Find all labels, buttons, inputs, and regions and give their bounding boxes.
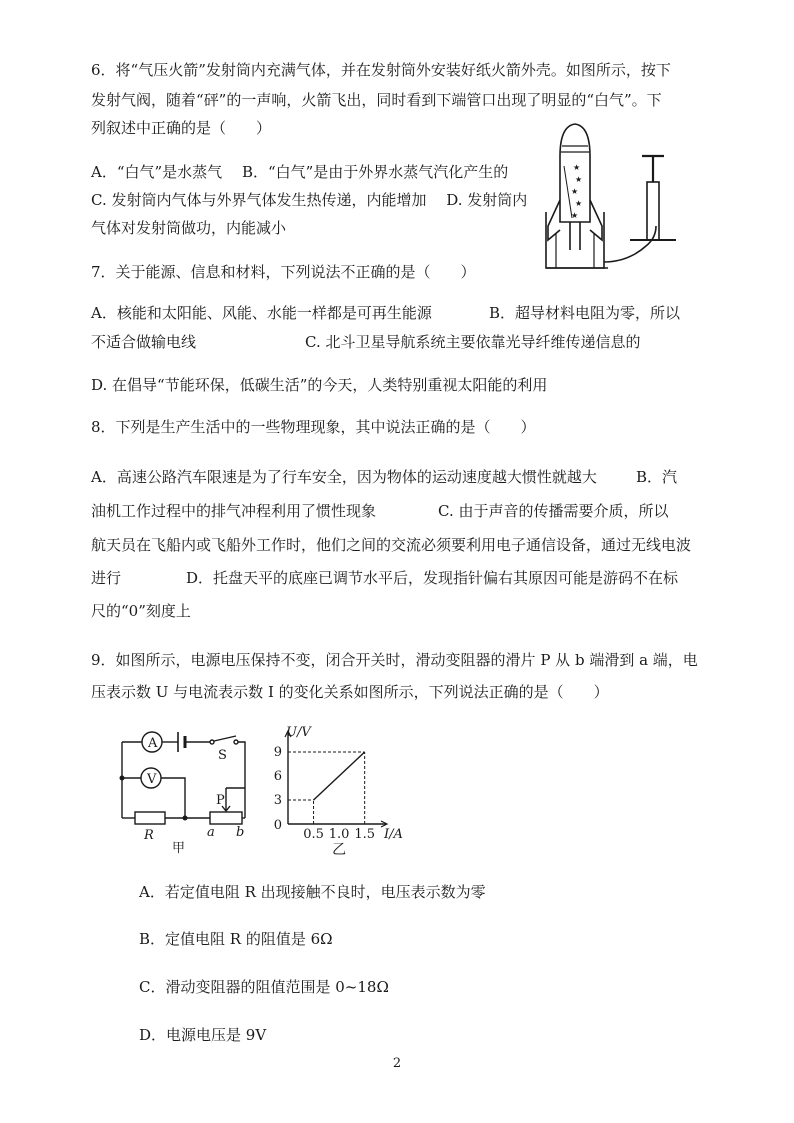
page-number: 2: [392, 1056, 402, 1071]
q8-option-c-cont: 航天员在飞船内或飞船外工作时，他们之间的交流必须要利用电子通信设备，通过无线电波: [91, 536, 692, 554]
q8-option-a: A．高速公路汽车限速是为了行车安全，因为物体的运动速度越大惯性就越大: [91, 468, 597, 486]
y-axis-label: U/V: [286, 725, 311, 740]
chart-caption: 乙: [332, 842, 347, 858]
x-tick-label: 1.0: [328, 827, 350, 842]
resistor-label: R: [144, 828, 154, 843]
q9-stem-1: 9．如图所示，电源电压保持不变，闭合开关时，滑动变阻器的滑片 P 从 b 端滑到 a 端，电: [91, 651, 698, 669]
q8-option-c: C. 由于声音的传播需要介质，所以: [438, 502, 669, 520]
end-b-label: b: [236, 825, 245, 840]
origin-label: 0: [273, 818, 282, 833]
q9-option-c: C．滑动变阻器的阻值范围是 0~18Ω: [139, 978, 389, 996]
q6-option-cd: C. 发射筒内气体与外界气体发生热传递，内能增加 D. 发射筒内: [91, 191, 528, 209]
q7-option-d: D. 在倡导“节能环保，低碳生活”的今天，人类特别重视太阳能的利用: [91, 376, 548, 394]
y-tick-label: 3: [273, 793, 282, 808]
q7-stem: 7．关于能源、信息和材料，下列说法不正确的是（ ）: [91, 263, 476, 281]
svg-text:★: ★: [571, 187, 579, 196]
rocket-launcher-figure: [538, 122, 688, 270]
series-line-0: [314, 752, 365, 800]
switch-label: S: [218, 748, 227, 763]
q7-option-b: B．超导材料电阻为零，所以: [489, 304, 681, 322]
x-axis-label: I/A: [384, 827, 403, 842]
q8-stem: 8．下列是生产生活中的一些物理现象，其中说法正确的是（ ）: [91, 418, 536, 436]
u-i-chart: [266, 724, 403, 858]
slider-label: P: [216, 793, 225, 808]
svg-text:★: ★: [571, 211, 579, 220]
svg-text:★: ★: [573, 163, 581, 172]
voltmeter-label: V: [147, 772, 157, 787]
q9-option-d: D．电源电压是 9V: [139, 1026, 267, 1044]
q6-option-d-cont: 气体对发射筒做功，内能减小: [91, 219, 287, 237]
q6-line-3: 列叙述中正确的是（ ）: [91, 119, 272, 137]
q9-option-a: A．若定值电阻 R 出现接触不良时，电压表示数为零: [139, 883, 486, 901]
y-tick-label: 9: [273, 745, 282, 760]
circuit-caption: 甲: [172, 841, 186, 856]
ammeter-label: A: [148, 736, 158, 751]
q6-line-1: 6．将“气压火箭”发射筒内充满气体，并在发射筒外安装好纸火箭外壳。如图所示，按下: [91, 61, 671, 79]
q9-stem-2: 压表示数 U 与电流表示数 I 的变化关系如图所示，下列说法正确的是（ ）: [91, 683, 609, 701]
end-a-label: a: [207, 825, 215, 840]
q8-option-b: B．汽: [636, 468, 678, 486]
q9-option-b: B．定值电阻 R 的阻值是 6Ω: [139, 930, 333, 948]
svg-text:★: ★: [575, 199, 583, 208]
svg-text:★: ★: [575, 175, 583, 184]
q7-option-a: A．核能和太阳能、风能、水能一样都是可再生能源: [91, 304, 432, 322]
q6-option-ab: A．“白气”是水蒸气 B．“白气”是由于外界水蒸气汽化产生的: [91, 163, 509, 181]
q8-option-b-cont: 油机工作过程中的排气冲程利用了惯性现象: [91, 502, 377, 520]
x-tick-label: 1.5: [354, 827, 376, 842]
q7-option-c: C. 北斗卫星导航系统主要依靠光导纤维传递信息的: [305, 333, 641, 351]
q7-option-b-cont: 不适合做输电线: [91, 333, 197, 351]
q8-option-d-cont: 尺的“0”刻度上: [91, 602, 191, 620]
circuit-diagram: [108, 726, 258, 856]
q8-option-c-end: 进行: [91, 569, 122, 587]
q6-line-2: 发射气阀，随着“砰”的一声响，火箭飞出，同时看到下端管口出现了明显的“白气”。下: [91, 91, 662, 109]
q8-option-d: D．托盘天平的底座已调节水平后，发现指针偏右其原因可能是游码不在标: [186, 569, 679, 587]
y-tick-label: 6: [273, 769, 282, 784]
x-tick-label: 0.5: [303, 827, 324, 842]
